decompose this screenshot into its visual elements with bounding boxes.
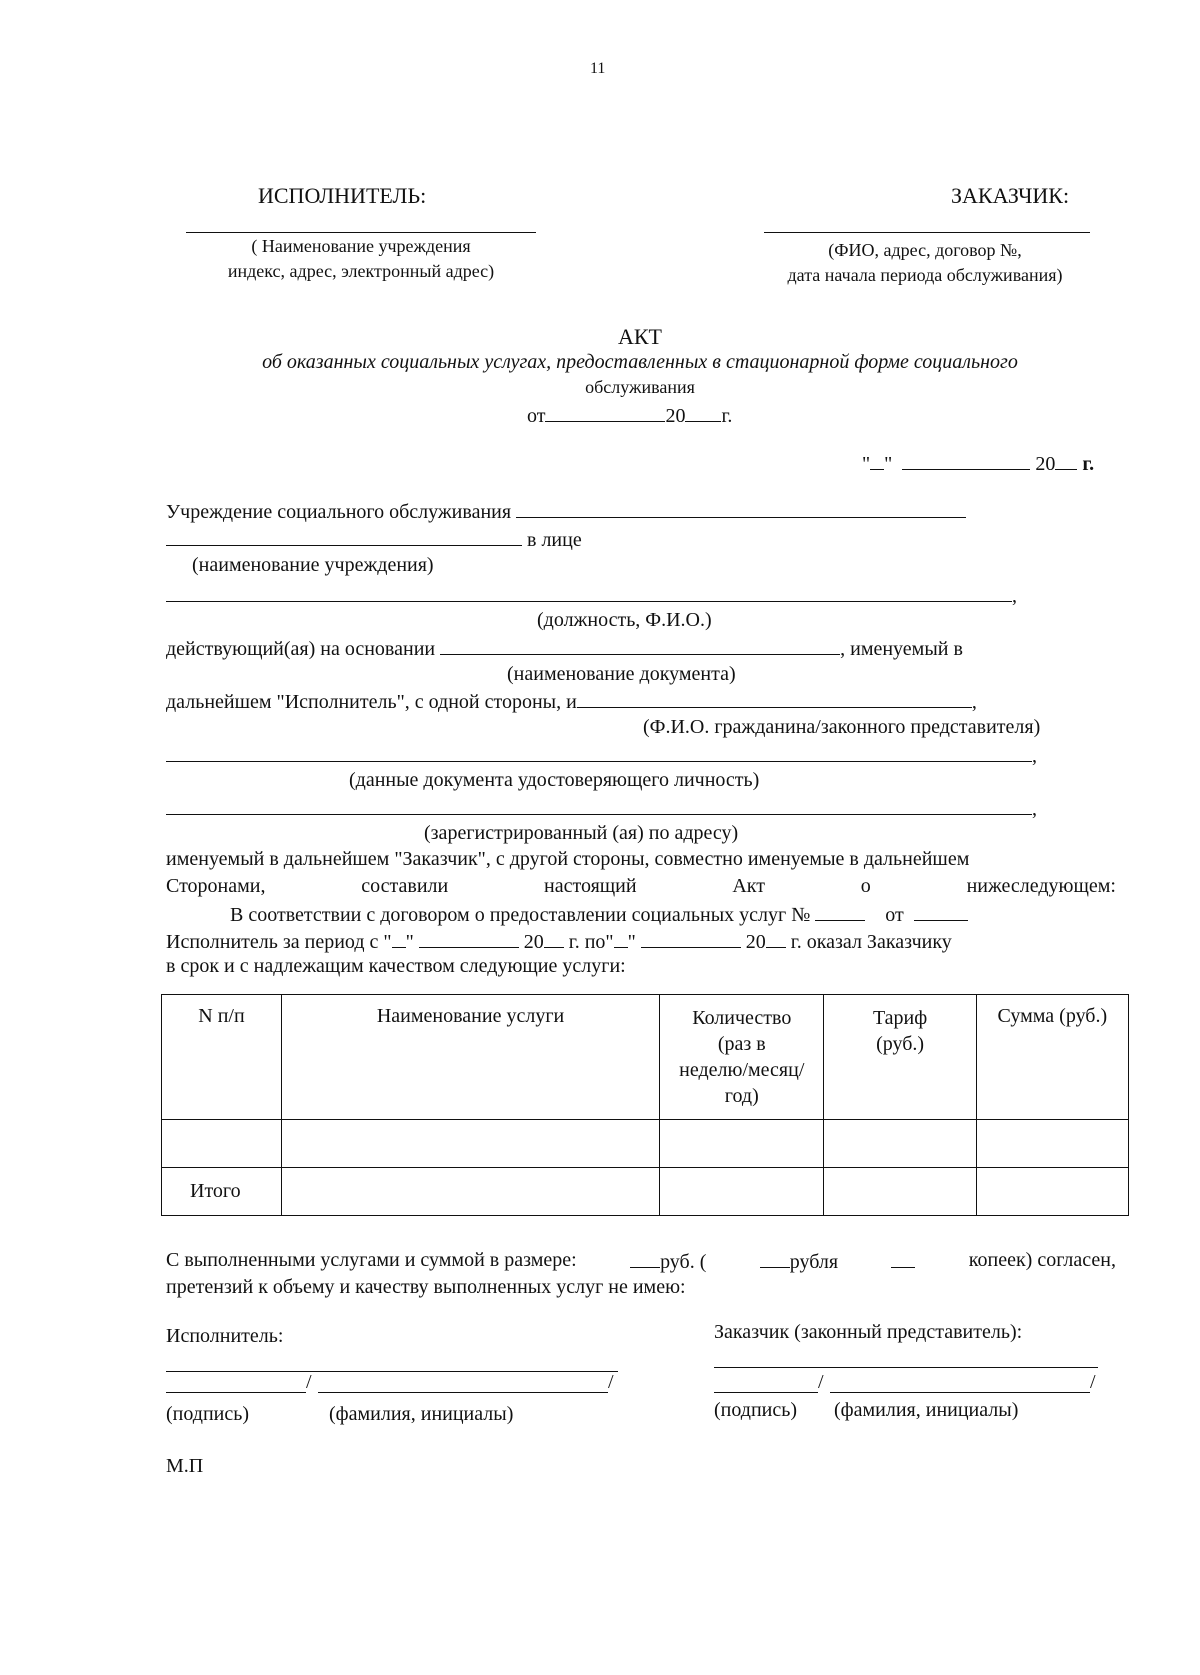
act-date [527,403,732,428]
date-year: 20 [1035,453,1056,475]
act-subtitle-line2: обслуживания [585,377,695,397]
date-suffix: г. [1082,453,1095,475]
agreement-kopecks-blank [891,1249,915,1268]
header-tariff [824,995,976,1120]
executor-slash: / [306,1371,312,1393]
date-quote-close: " [884,453,893,475]
named-in-label: , именуемый в [840,638,963,660]
executor-signature-hint: (подпись) [166,1403,250,1425]
contract-number-blank [815,902,865,921]
executor-signature-line [166,1392,306,1393]
table-cell [281,1120,659,1168]
agreement-rub-label: руб. ( [660,1251,707,1273]
total-label: Итого [162,1168,282,1216]
para3-year-2: 20 [745,931,766,953]
header-tariff-line: Тариф [872,1007,928,1029]
customer-signature-line [714,1392,818,1393]
citizen-hint: (Ф.И.О. гражданина/законного представителя) [643,716,1041,738]
act-date-year: 20 [665,405,686,427]
acting-label: действующий(ая) на основании [166,638,436,660]
further-label: дальнейшем "Исполнитель", с одной стороны, и [166,691,577,713]
header-tariff-line: (руб.) [876,1033,925,1055]
act-date-blank [545,403,665,422]
citizen-comma: , [971,691,977,713]
acting-row [166,636,963,661]
customer-name-line [830,1392,1090,1393]
institution-label: Учреждение социального обслуживания [166,501,512,523]
period-start-month-blank [419,929,519,948]
executor-name-line [186,232,536,233]
executor-hint-2: индекс, адрес, электронный адрес) [227,261,495,281]
customer-signature-hint: (подпись) [714,1399,798,1421]
para3-year: 20 [523,931,544,953]
para3-quote: " [405,931,414,953]
executor-slash-end: / [608,1371,614,1393]
para3-tail: г. оказал Заказчику [790,931,952,953]
period-end-day-blank [614,929,628,948]
period-end-year-blank [766,929,786,948]
para1-word: составили [361,875,449,897]
customer-signature-line-top [714,1367,1098,1368]
address-hint: (зарегистрированный (ая) по адресу) [424,822,739,844]
header-quantity [660,995,824,1120]
citizen-blank [577,689,972,708]
customer-slash-end: / [1090,1371,1096,1393]
period-start-year-blank [544,929,564,948]
table-header-row [162,995,1129,1120]
header-sum: Сумма (руб.) [976,995,1128,1120]
customer-name-hint: (фамилия, инициалы) [834,1399,1019,1421]
sign-executor-label: Исполнитель: [166,1325,284,1347]
in-person-label: в лице [527,529,582,551]
stamp-place: М.П [166,1455,204,1477]
act-subtitle-line1: об оказанных социальных услугах, предоставленных в стационарной форме социального [262,351,1018,373]
agreement-sum-label: С выполненными услугами и суммой в размере: [166,1249,577,1271]
para3-from-label: Исполнитель за период с " [166,931,392,953]
table-cell [824,1120,976,1168]
paragraph-3 [166,929,952,954]
executor-name-line [318,1392,608,1393]
para1-word: Акт [732,875,765,897]
institution-row [166,499,966,524]
table-cell [976,1168,1128,1216]
act-date-year-blank [685,403,721,422]
customer-name-line [764,232,1090,233]
agreement-rubles-blank [760,1249,790,1268]
executor-title: ИСПОЛНИТЕЛЬ: [258,183,427,208]
executor-name-hint: (фамилия, инициалы) [329,1403,514,1425]
services-table [161,994,1129,1216]
customer-hint-1: (ФИО, адрес, договор №, [828,240,1022,260]
id-comma: , [1032,745,1037,767]
further-row [166,689,977,714]
act-title: АКТ [618,324,662,349]
para2-prefix: В соответствии с договором о предоставлении социальных услуг № [230,904,811,926]
period-end-month-blank [641,929,741,948]
position-hint: (должность, Ф.И.О.) [537,609,712,631]
table-row [162,1120,1129,1168]
paragraph-1-line-2 [166,875,1116,898]
institution-hint: (наименование учреждения) [192,554,434,576]
position-comma: , [1012,585,1017,607]
header-quantity-line: Количество [692,1007,792,1029]
id-hint: (данные документа удостоверяющего личность) [349,769,760,791]
date-quote-open: " [862,453,871,475]
table-cell [660,1120,824,1168]
date-month-blank [902,451,1030,470]
address-row [166,796,1037,821]
table-cell [660,1168,824,1216]
header-service-name: Наименование услуги [281,995,659,1120]
agreement-rub-blank [630,1249,660,1268]
table-cell [162,1120,282,1168]
customer-title: ЗАКАЗЧИК: [951,183,1070,208]
date-year-blank [1055,451,1077,470]
institution-blank-2 [166,527,522,546]
table-cell [976,1120,1128,1168]
agreement-kopecks-label: копеек) согласен, [968,1249,1116,1271]
customer-hint-2: дата начала периода обслуживания) [787,265,1063,285]
para1-word: о [860,875,871,897]
customer-slash: / [818,1371,824,1393]
executor-hint-1: ( Наименование учреждения [251,236,471,256]
header-quantity-line: неделю/месяц/ [679,1059,805,1081]
period-start-day-blank [392,929,406,948]
document-hint: (наименование документа) [507,663,736,685]
date-day-blank [870,451,884,470]
act-date-suffix: г. [721,405,733,427]
para3-quote-2: " [627,931,636,953]
institution-blank [516,499,966,518]
act-date-prefix: от [527,405,546,427]
paragraph-1-line-1: именуемый в дальнейшем "Заказчик", с другой стороны, совместно именуемые в дальнейшем [166,848,970,870]
position-row [166,583,1017,608]
agreement-line-2: претензий к объему и качеству выполненных услуг не имею: [166,1276,686,1298]
para1-word: настоящий [544,875,637,897]
header-quantity-line: год) [724,1085,759,1107]
header-quantity-line: (раз в [717,1033,766,1055]
agreement-rubles-label: рубля [789,1251,839,1273]
table-cell [281,1168,659,1216]
acting-blank [440,636,840,655]
para3-to-label: г. по" [568,931,614,953]
paragraph-2 [230,902,968,927]
address-blank [166,796,1032,815]
table-total-row [162,1168,1129,1216]
contract-date-blank [914,902,968,921]
para2-from: от [885,904,904,926]
para1-word: Сторонами, [166,875,266,897]
executor-signature-line-top [166,1371,618,1372]
table-cell [824,1168,976,1216]
id-blank [166,743,1032,762]
position-blank [166,583,1012,602]
sign-customer-label: Заказчик (законный представитель): [714,1321,1023,1343]
paragraph-4: в срок и с надлежащим качеством следующие услуги: [166,955,626,977]
id-row [166,743,1037,768]
agreement-line-1 [166,1249,1116,1274]
header-number: N п/п [162,995,282,1120]
document-date [862,451,1094,476]
para1-word: нижеследующем: [966,875,1116,897]
page-number: 11 [590,60,606,77]
in-person-row [166,527,582,552]
address-comma: , [1032,798,1037,820]
